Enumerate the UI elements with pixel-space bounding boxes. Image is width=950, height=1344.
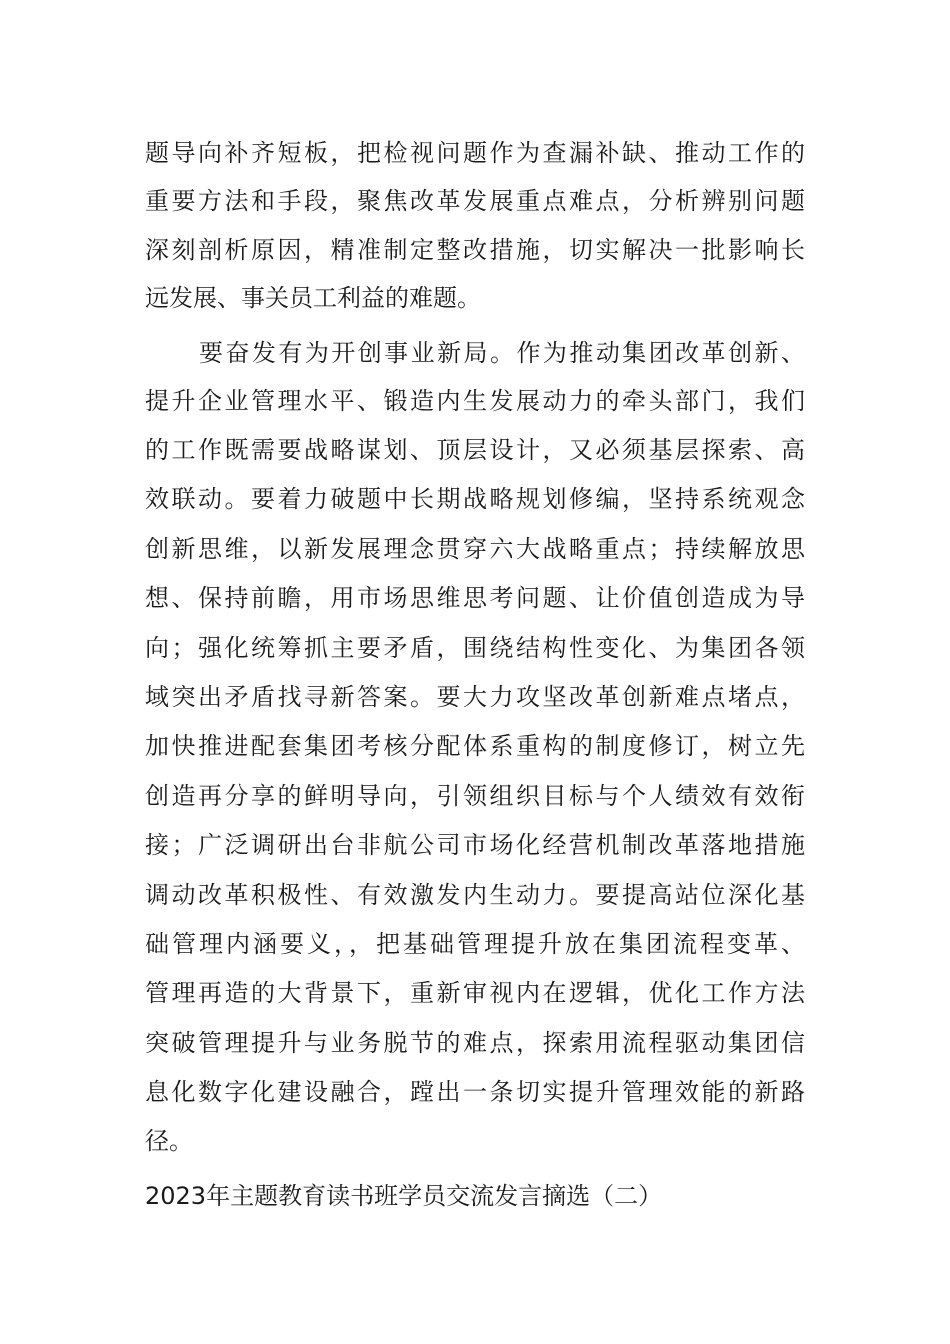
paragraph1-line-4: 远发展、事关员工利益的难题。 xyxy=(145,284,481,312)
paragraph2-line-12: 调动改革积极性、有效激发内生动力。要提高站位深化基 xyxy=(145,881,805,909)
paragraph2-line-13: 础管理内涵要义，，把基础管理提升放在集团流程变革、 xyxy=(145,930,805,958)
paragraph2-line-7: 向；强化统筹抓主要矛盾，围绕结构性变化、为集团各领 xyxy=(145,634,805,662)
paragraph2-line-4: 效联动。要着力破题中长期战略规划修编，坚持系统观念 xyxy=(145,485,805,513)
paragraph2-line-10: 创造再分享的鲜明导向，引领组织目标与个人绩效有效衔 xyxy=(145,782,805,810)
paragraph2-line-5: 创新思维，以新发展理念贯穿六大战略重点；持续解放思 xyxy=(145,535,805,563)
paragraph2-line-14: 管理再造的大背景下，重新审视内在逻辑，优化工作方法 xyxy=(145,979,805,1007)
paragraph1-line-3: 深刻剖析原因，精准制定整改措施，切实解决一批影响长 xyxy=(145,236,805,264)
paragraph2-line-17: 径。 xyxy=(145,1127,193,1155)
paragraph2-line-11: 接；广泛调研出台非航公司市场化经营机制改革落地措施 xyxy=(145,831,805,859)
paragraph2-line-3: 的工作既需要战略谋划、顶层设计，又必须基层探索、高 xyxy=(145,436,805,464)
paragraph2-line-8: 域突出矛盾找寻新答案。要大力攻坚改革创新难点堵点， xyxy=(145,683,805,711)
section-title: 2023年主题教育读书班学员交流发言摘选（二） xyxy=(145,1182,663,1210)
paragraph2-line-16: 息化数字化建设融合，蹚出一条切实提升管理效能的新路 xyxy=(145,1078,805,1106)
paragraph1-line-2: 重要方法和手段，聚焦改革发展重点难点，分析辨别问题 xyxy=(145,187,805,215)
paragraph2-line-6: 想、保持前瞻，用市场思维思考问题、让价值创造成为导 xyxy=(145,584,805,612)
paragraph2-line-9: 加快推进配套集团考核分配体系重构的制度修订，树立先 xyxy=(145,732,805,760)
paragraph1-line-1: 题导向补齐短板，把检视问题作为查漏补缺、推动工作的 xyxy=(145,139,805,167)
paragraph2-line-15: 突破管理提升与业务脱节的难点，探索用流程驱动集团信 xyxy=(145,1029,805,1057)
paragraph2-line-2: 提升企业管理水平、锻造内生发展动力的牵头部门，我们 xyxy=(145,387,805,415)
paragraph2-line-1: 要奋发有为开创事业新局。作为推动集团改革创新、 xyxy=(199,339,805,367)
